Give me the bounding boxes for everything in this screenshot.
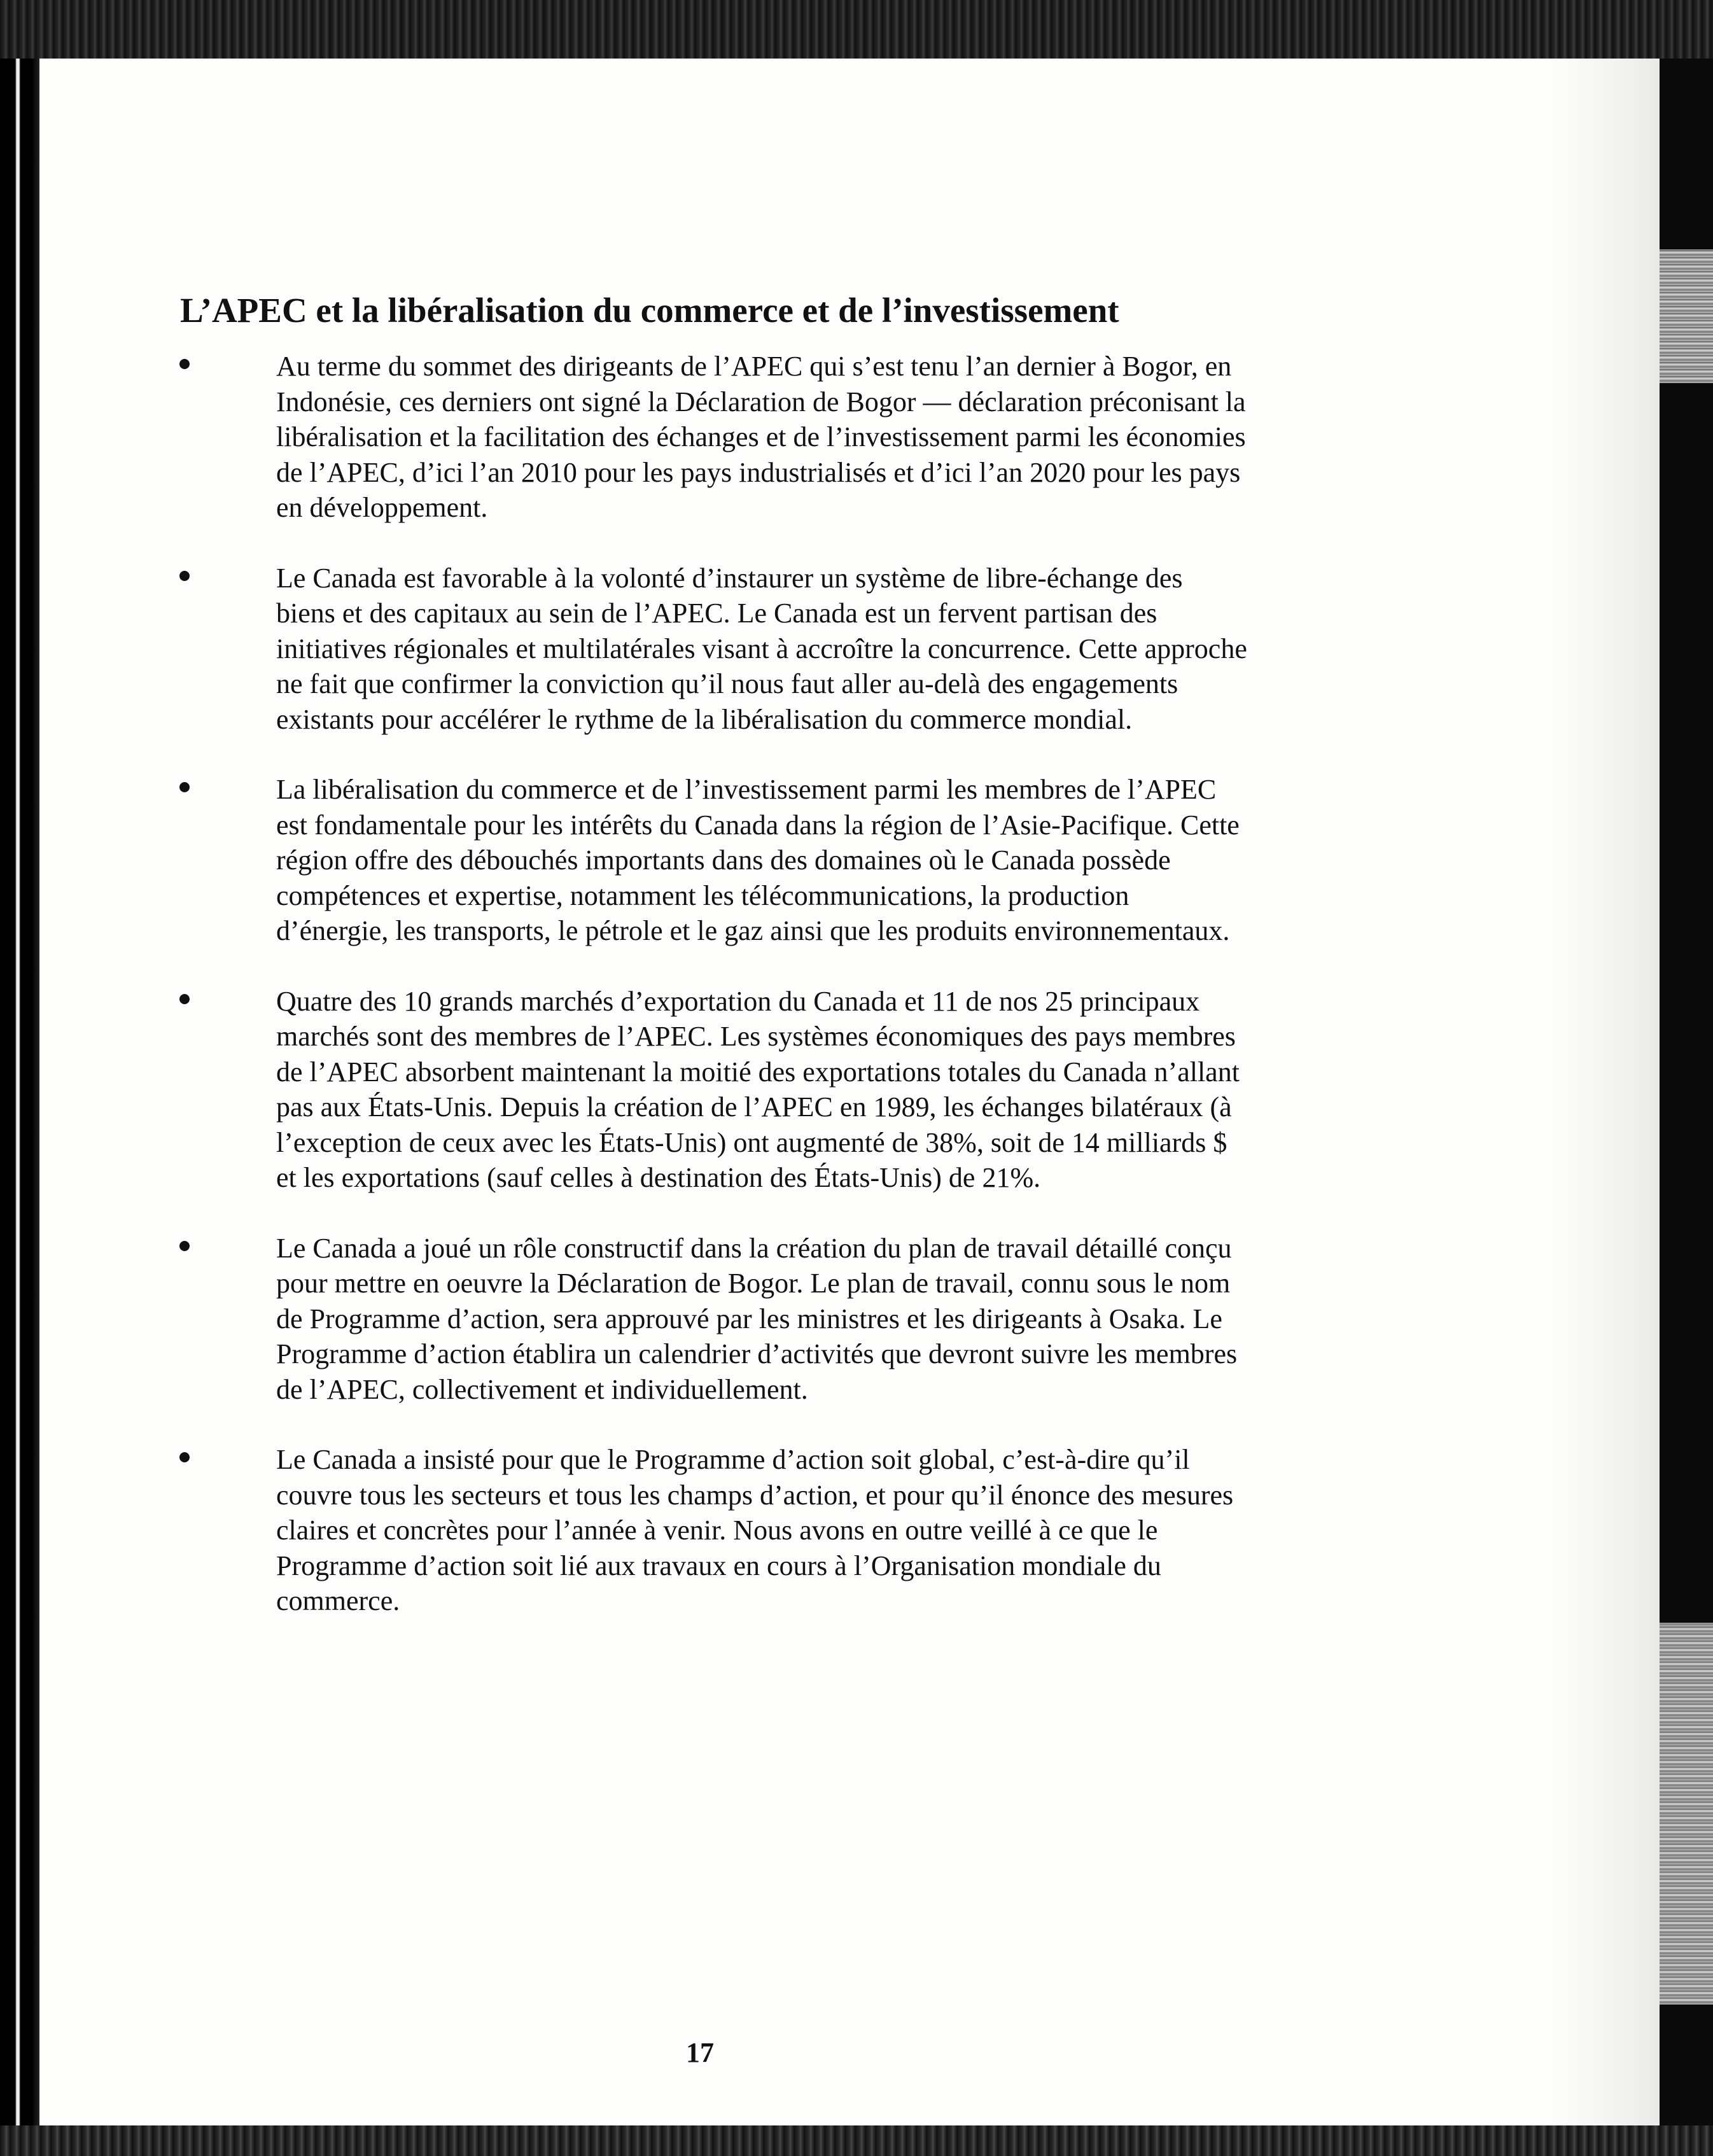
bullet-list: [172, 349, 1247, 1654]
scan-border-left: [0, 59, 39, 2125]
bullet-icon: [179, 994, 190, 1004]
scan-border-bottom: [0, 2125, 1713, 2156]
bullet-text: Le Canada est favorable à la volonté d’instaurer un système de libre-échange des biens et des capitaux au sein de l’APEC. Le Canada est un fervent partisan des initiatives régionales et multilatérales visant à accroître la concurrence. Cette approche ne fait que confirmer la conviction qu’il nous faut aller au-delà des engagements existants pour accélérer le rythme de la libéralisation du commerce mondial.: [276, 562, 1247, 735]
bullet-text: Le Canada a insisté pour que le Programme d’action soit global, c’est-à-dire qu’il couvre tous les secteurs et tous les champs d’action, et pour qu’il énonce des mesures claires et concrètes pour l’année à venir. Nous avons en outre veillé à ce que le Programme d’action soit lié aux travaux en cours à l’Organisation mondiale du commerce.: [276, 1444, 1234, 1616]
bullet-icon: [179, 571, 190, 581]
page-gutter-shadow: [1553, 59, 1660, 2125]
bullet-text: Le Canada a joué un rôle constructif dans la création du plan de travail détaillé conçu pour mettre en oeuvre la Déclaration de Bogor. Le plan de travail, connu sous le nom de Programme d’action, sera approuvé par les ministres et les dirigeants à Osaka. Le Programme d’action établira un calendrier d’activités que devront suivre les membres de l’APEC, collectivement et individuellement.: [276, 1232, 1238, 1405]
list-item: [172, 772, 1247, 949]
scan-border-top: [0, 0, 1713, 59]
bullet-text: Au terme du sommet des dirigeants de l’APEC qui s’est tenu l’an dernier à Bogor, en Indonésie, ces derniers ont signé la Déclaration de Bogor — déclaration préconisant la libéralisation et la facilitation des échanges et de l’investissement parmi les économies de l’APEC, d’ici l’an 2010 pour les pays industrialisés et d’ici l’an 2020 pour les pays en développement.: [276, 351, 1246, 523]
bullet-text: Quatre des 10 grands marchés d’exportation du Canada et 11 de nos 25 principaux marchés sont des membres de l’APEC. Les systèmes économiques des pays membres de l’APEC absorbent maintenant la moitié des exportations totales du Canada n’allant pas aux États-Unis. Depuis la création de l’APEC en 1989, les échanges bilatéraux (à l’exception de ceux avec les États-Unis) ont augmenté de 38%, soit de 14 milliards $ et les exportations (sauf celles à destination des États-Unis) de 21%.: [276, 985, 1240, 1193]
bullet-text: La libéralisation du commerce et de l’investissement parmi les membres de l’APEC est fondamentale pour les intérêts du Canada dans la région de l’Asie-Pacifique. Cette région offre des débouchés importants dans des domaines où le Canada possède compétences et expertise, notamment les télécommunications, la production d’énergie, les transports, le pétrole et le gaz ainsi que les produits environnementaux.: [276, 774, 1240, 946]
bullet-icon: [179, 1452, 190, 1462]
scan-noise-lower: [1660, 1623, 1713, 2005]
page-number: 17: [686, 2037, 714, 2068]
list-item: [172, 1231, 1247, 1408]
bullet-icon: [179, 782, 190, 792]
list-item: [172, 561, 1247, 738]
bullet-icon: [179, 359, 190, 369]
list-item: [172, 984, 1247, 1196]
page-title: L’APEC et la libéralisation du commerce et de l’investissement: [180, 290, 1119, 330]
bullet-icon: [179, 1241, 190, 1251]
scan-noise-upper: [1660, 249, 1713, 383]
list-item: [172, 349, 1247, 526]
list-item: [172, 1442, 1247, 1619]
